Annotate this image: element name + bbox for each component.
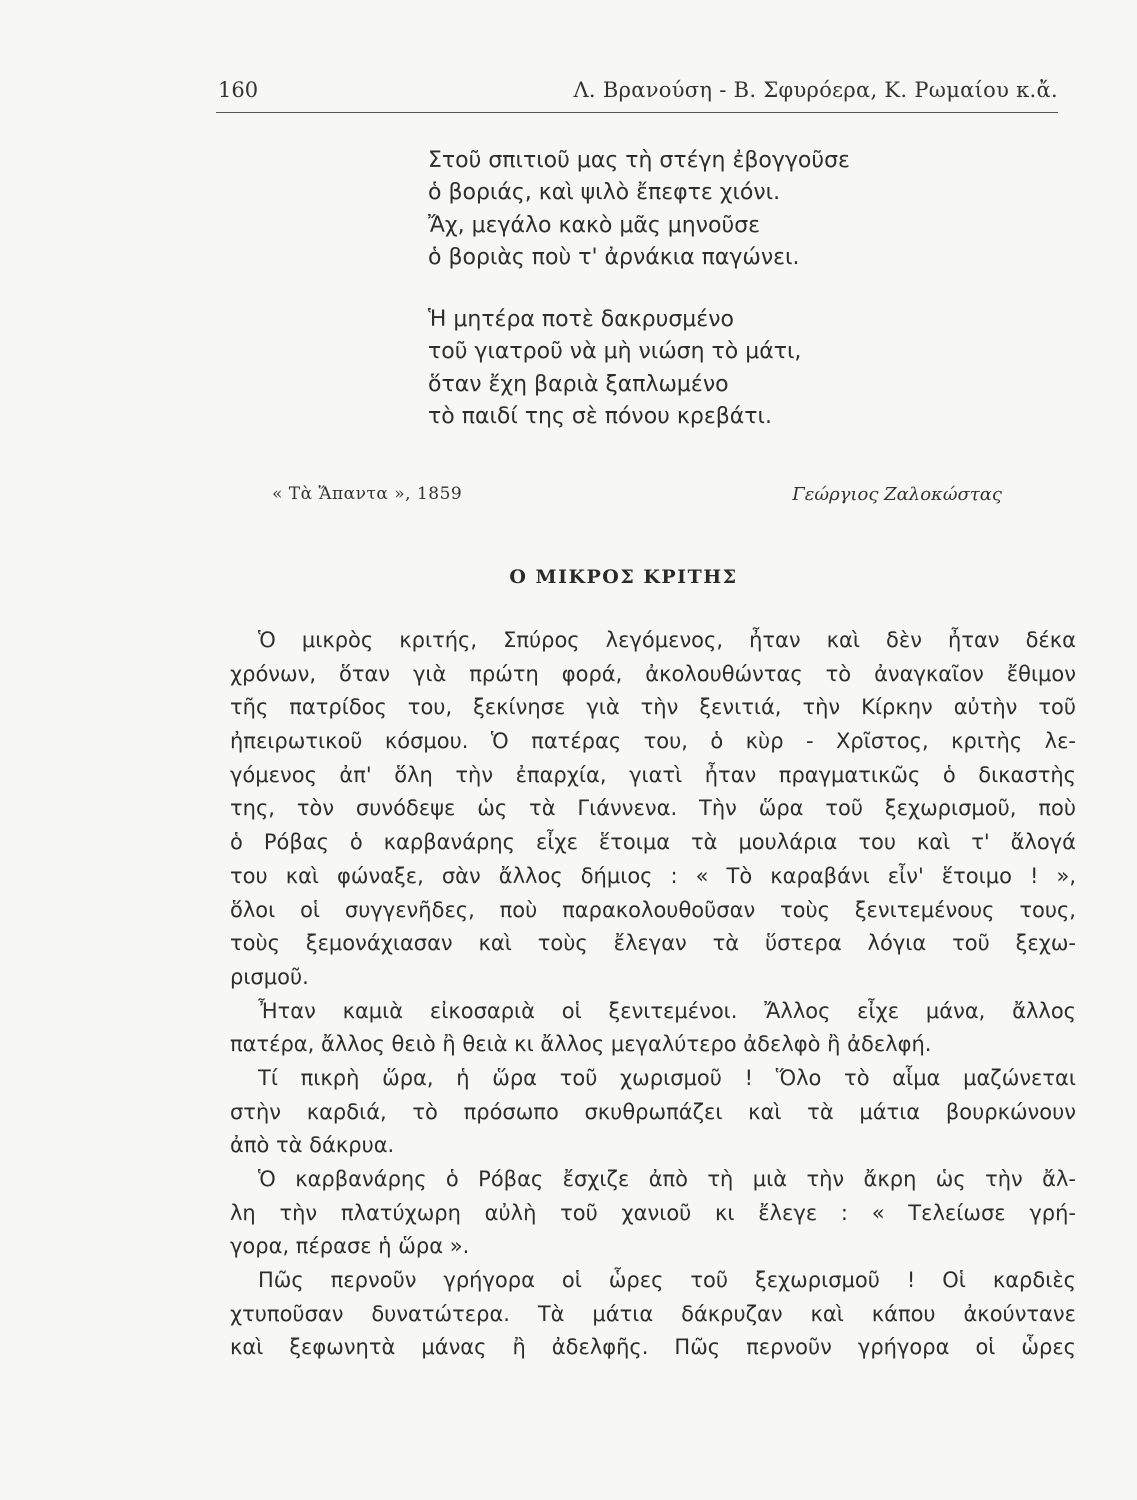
poem-line: Ἡ μητέρα ποτὲ δακρυσμένο bbox=[428, 307, 734, 333]
poem-line: Στοῦ σπιτιοῦ μας τὴ στέγη ἐβογγοῦσε bbox=[428, 148, 850, 173]
text-line: ὅλοι οἱ συγγενῆδες, ποὺ παρακολουθοῦσαν τοὺς ξενιτεμένους τους, bbox=[230, 897, 1076, 922]
poem-stanza bbox=[428, 304, 948, 433]
text-line: πατέρα, ἄλλος θειὸ ἢ θειὰ κι ἄλλος μεγαλύτερο ἀδελφὸ ἢ ἀδελφή. bbox=[230, 1032, 932, 1057]
text-line: του καὶ φώναξε, σὰν ἄλλος δήμιος : « Τὸ καραβάνι εἶν' ἕτοιμο ! », bbox=[230, 863, 1076, 888]
poem-line: τοῦ γιατροῦ νὰ μὴ νιώση τὸ μάτι, bbox=[428, 339, 802, 365]
header-authors: Λ. Βρανούση - Β. Σφυρόερα, Κ. Ρωμαίου κ.ἄ. bbox=[573, 78, 1058, 102]
poem bbox=[428, 145, 948, 463]
story-text bbox=[230, 624, 1076, 1365]
poem-line: Ἄχ, μεγάλο κακὸ μᾶς μηνοῦσε bbox=[428, 212, 761, 238]
header-rule bbox=[216, 112, 1058, 113]
text-line: Ἦταν καμιὰ εἰκοσαριὰ οἱ ξενιτεμένοι. Ἄλλος εἶχε μάνα, ἄλλος bbox=[258, 998, 1076, 1023]
text-line: γόμενος ἀπ' ὅλη τὴν ἐπαρχία, γιατὶ ἦταν πραγματικῶς ὁ δικαστὴς bbox=[230, 762, 1076, 787]
text-line: ὁ Ρόβας ὁ καρβανάρης εἶχε ἕτοιμα τὰ μουλάρια του καὶ τ' ἄλογά bbox=[230, 830, 1076, 855]
text-line: ρισμοῦ. bbox=[230, 964, 309, 989]
text-line: της, τὸν συνόδεψε ὡς τὰ Γιάννενα. Τὴν ὥρα τοῦ ξεχωρισμοῦ, ποὺ bbox=[230, 796, 1076, 821]
source-author: Γεώργιος Ζαλοκώστας bbox=[792, 484, 1002, 505]
text-line: καὶ ξεφωνητὰ μάνας ἢ ἀδελφῆς. Πῶς περνοῦν γρήγορα οἱ ὧρες bbox=[230, 1335, 1076, 1360]
text-line: Τί πικρὴ ὥρα, ἡ ὥρα τοῦ χωρισμοῦ ! Ὅλο τὸ αἷμα μαζώνεται bbox=[258, 1065, 1076, 1090]
source-title: « Τὰ Ἅπαντα », 1859 bbox=[272, 484, 463, 504]
poem-stanza bbox=[428, 145, 948, 274]
text-line: ἠπειρωτικοῦ κόσμου. Ὁ πατέρας του, ὁ κὺρ - Χρῖστος, κριτὴς λε- bbox=[230, 729, 1076, 754]
text-line: ἀπὸ τὰ δάκρυα. bbox=[230, 1133, 395, 1158]
text-line: Ὁ καρβανάρης ὁ Ρόβας ἔσχιζε ἀπὸ τὴ μιὰ τὴν ἄκρη ὡς τὴν ἄλ- bbox=[258, 1167, 1076, 1191]
text-line: λη τὴν πλατύχωρη αὐλὴ τοῦ χανιοῦ κι ἔλεγε : « Τελείωσε γρή- bbox=[230, 1200, 1076, 1225]
story-title: Ο ΜΙΚΡΟΣ ΚΡΙΤΗΣ bbox=[509, 566, 738, 588]
poem-line: ὁ βοριάς, καὶ ψιλὸ ἔπεφτε χιόνι. bbox=[428, 180, 781, 206]
text-line: Πῶς περνοῦν γρήγορα οἱ ὧρες τοῦ ξεχωρισμοῦ ! Οἱ καρδιὲς bbox=[258, 1268, 1076, 1293]
poem-line: ὁ βοριὰς ποὺ τ' ἀρνάκια παγώνει. bbox=[428, 244, 800, 270]
text-line: χτυποῦσαν δυνατώτερα. Τὰ μάτια δάκρυζαν καὶ κάπου ἀκούντανε bbox=[230, 1301, 1076, 1326]
text-line: χρόνων, ὅταν γιὰ πρώτη φορά, ἀκολουθώντας τὸ ἀναγκαῖον ἔθιμον bbox=[230, 661, 1076, 686]
text-line: γορα, πέρασε ἡ ὥρα ». bbox=[230, 1234, 470, 1259]
text-line: στὴν καρδιά, τὸ πρόσωπο σκυθρωπάζει καὶ τὰ μάτια βουρκώνουν bbox=[230, 1099, 1076, 1124]
poem-line: τὸ παιδί της σὲ πόνου κρεβάτι. bbox=[428, 404, 772, 430]
poem-source bbox=[272, 484, 1002, 514]
text-line: τῆς πατρίδος του, ξεκίνησε γιὰ τὴν ξενιτιά, τὴν Κίρκην αὐτὴν τοῦ bbox=[230, 695, 1076, 720]
poem-line: ὅταν ἔχη βαριὰ ξαπλωμένο bbox=[428, 371, 729, 397]
text-line: Ὁ μικρὸς κριτής, Σπύρος λεγόμενος, ἦταν καὶ δὲν ἦταν δέκα bbox=[258, 628, 1076, 652]
text-line: τοὺς ξεμονάχιασαν καὶ τοὺς ἔλεγαν τὰ ὕστερα λόγια τοῦ ξεχω- bbox=[230, 931, 1076, 956]
running-head bbox=[218, 70, 1058, 110]
page-number: 160 bbox=[218, 78, 259, 102]
